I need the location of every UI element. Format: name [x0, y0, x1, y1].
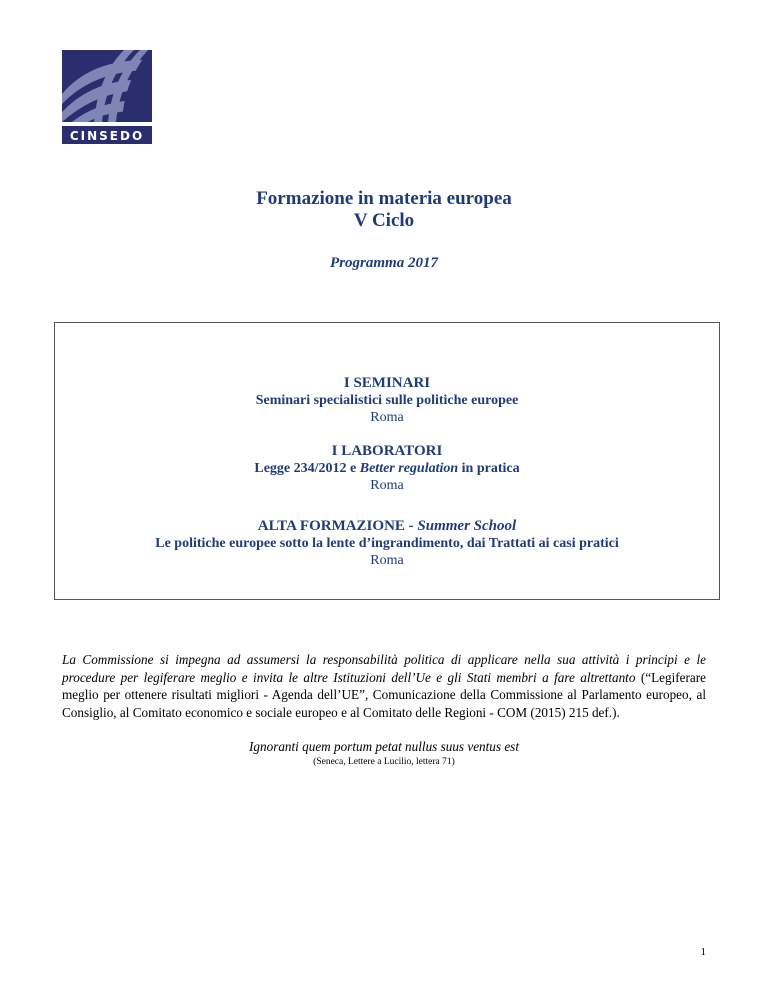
seminari-description: Seminari specialistici sulle politiche europee	[255, 393, 519, 408]
section-laboratori	[55, 443, 719, 494]
section-seminari	[55, 375, 719, 426]
commission-quote-source: (“Legiferare meglio per ottenere risultati migliori - Agenda dell’UE”, Comunicazione della Commissione al Parlamento europeo, al Consiglio, al Comitato economico e sociale europeo e al Comitato delle Regioni - COM (2015) 215 def.).	[62, 669, 706, 720]
page-number: 1	[700, 946, 706, 958]
commission-quote-italic: La Commissione si impegna ad assumersi la responsabilità politica di applicare nella sua attività i principi e le procedure per legiferare meglio e invita le altre Istituzioni dell’Ue e gli Stati membri a fare altrettanto	[62, 652, 706, 685]
seminari-heading: I SEMINARI	[343, 375, 431, 391]
laboratori-desc-italic: Better regulation	[359, 461, 459, 476]
alta-formazione-description: Le politiche europee sotto la lente d’ingrandimento, dai Trattati ai casi pratici	[155, 536, 619, 551]
title-line-2: V Ciclo	[353, 210, 415, 231]
laboratori-desc-part2: in pratica	[458, 461, 520, 476]
alta-formazione-place: Roma	[370, 553, 404, 568]
title-line-1: Formazione in materia europea	[256, 188, 512, 209]
programme-subtitle: Programma 2017	[330, 255, 438, 271]
latin-motto: Ignoranti quem portum petat nullus suus ventus est	[249, 739, 519, 754]
programme-box	[54, 322, 720, 600]
cinsedo-logo	[62, 50, 152, 144]
seminari-place: Roma	[370, 410, 404, 425]
logo-text: CINSEDO	[69, 129, 145, 143]
cinsedo-logo-graphic	[62, 50, 152, 144]
document-title	[0, 188, 768, 232]
laboratori-heading: I LABORATORI	[331, 443, 443, 459]
laboratori-place: Roma	[370, 478, 404, 493]
commission-quote	[62, 651, 706, 721]
motto-source: (Seneca, Lettere a Lucilio, lettera 71)	[313, 757, 455, 767]
section-alta-formazione	[55, 518, 719, 569]
alta-formazione-heading-part1: ALTA FORMAZIONE -	[257, 518, 418, 534]
alta-formazione-heading	[55, 518, 719, 535]
laboratori-description	[55, 460, 719, 477]
laboratori-desc-part1: Legge 234/2012 e	[254, 461, 360, 476]
alta-formazione-heading-italic: Summer School	[417, 518, 517, 534]
